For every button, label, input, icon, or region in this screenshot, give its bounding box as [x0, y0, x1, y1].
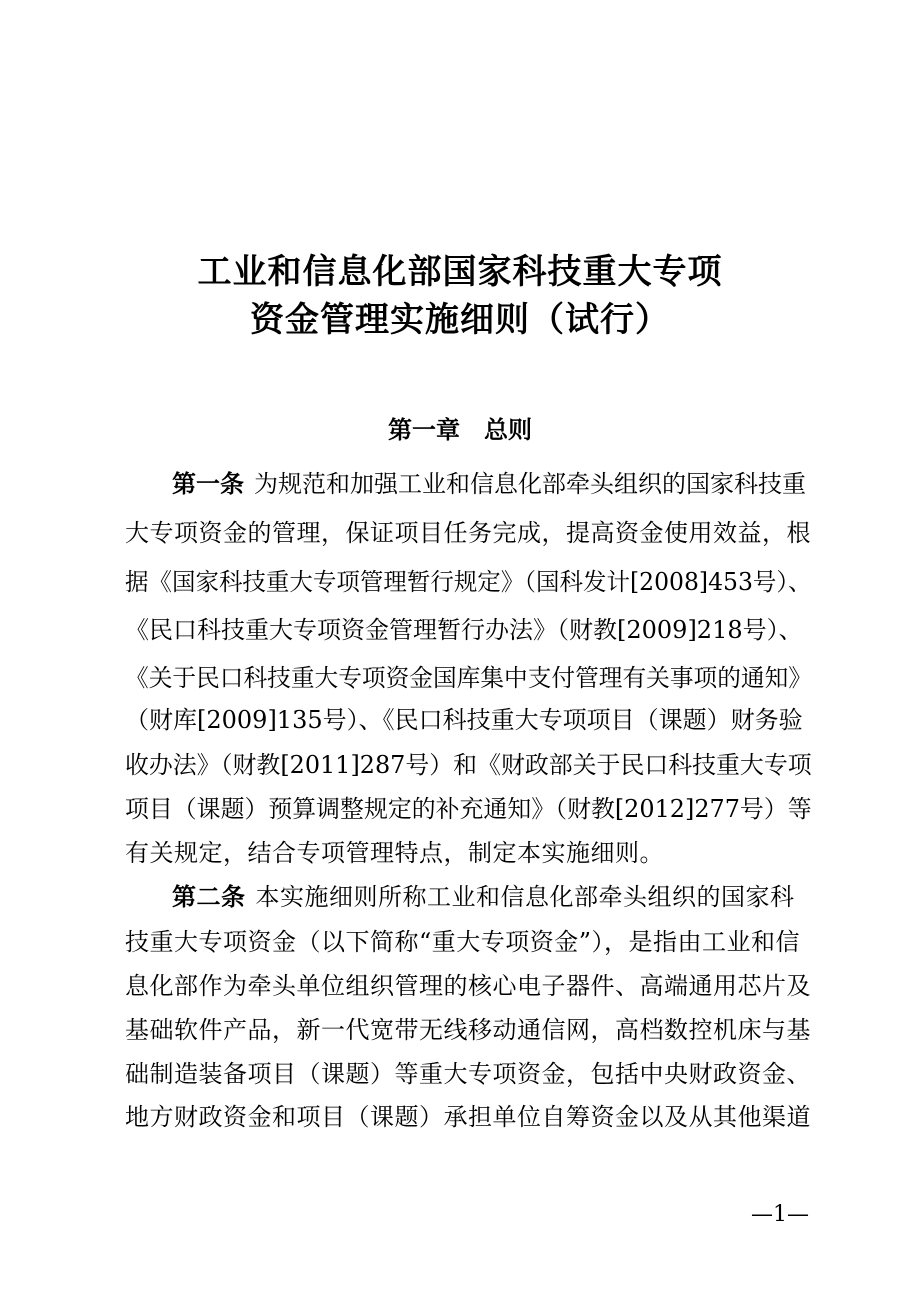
article-1-text-line: （财库[2009]135号）、《民口科技重大专项项目（课题）财务验	[125, 706, 803, 734]
article-1-text-line: 有关规定，结合专项管理特点，制定本实施细则。	[125, 839, 664, 867]
article-1-text-line: 《民口科技重大专项资金管理暂行办法》（财教[2009]218号）、	[125, 616, 803, 644]
article-2-first-line	[172, 877, 795, 917]
article-1-text-line: 收办法》（财教[2011]287号）和《财政部关于民口科技重大专项	[125, 751, 812, 779]
article-2-text-line: 基础软件产品，新一代宽带无线移动通信网，高档数控机床与基	[125, 1016, 811, 1044]
article-1-text-line: 大专项资金的管理，保证项目任务完成，提高资金使用效益，根	[125, 519, 811, 547]
article-2-text-line: 地方财政资金和项目（课题）承担单位自筹资金以及从其他渠道	[125, 1103, 811, 1131]
document-title-line-1: 工业和信息化部国家科技重大专项	[197, 252, 723, 292]
article-2-text-line: 本实施细则所称工业和信息化部牵头组织的国家科	[255, 883, 795, 911]
article-2-text-line: 息化部作为牵头单位组织管理的核心电子器件、高端通用芯片及	[125, 972, 811, 1000]
chapter-heading: 第一章 总则	[388, 416, 532, 444]
article-1-text-line: 《关于民口科技重大专项资金国库集中支付管理有关事项的通知》	[125, 664, 812, 692]
article-1-text-line: 为规范和加强工业和信息化部牵头组织的国家科技重	[254, 470, 806, 498]
article-1-label: 第一条	[172, 470, 244, 498]
article-2-text-line: 技重大专项资金（以下简称“重大专项资金”），是指由工业和信	[125, 928, 801, 956]
document-title-line-2: 资金管理实施细则（试行）	[250, 300, 670, 340]
article-1-first-line	[172, 464, 806, 504]
article-1-text-line: 据《国家科技重大专项管理暂行规定》（国科发计[2008]453号）、	[125, 568, 812, 596]
page-number: —1—	[751, 1202, 809, 1227]
article-1-text-line: 项目（课题）预算调整规定的补充通知》（财教[2012]277号）等	[125, 795, 812, 823]
article-2-label: 第二条	[172, 883, 246, 911]
article-2-text-line: 础制造装备项目（课题）等重大专项资金，包括中央财政资金、	[125, 1060, 811, 1088]
